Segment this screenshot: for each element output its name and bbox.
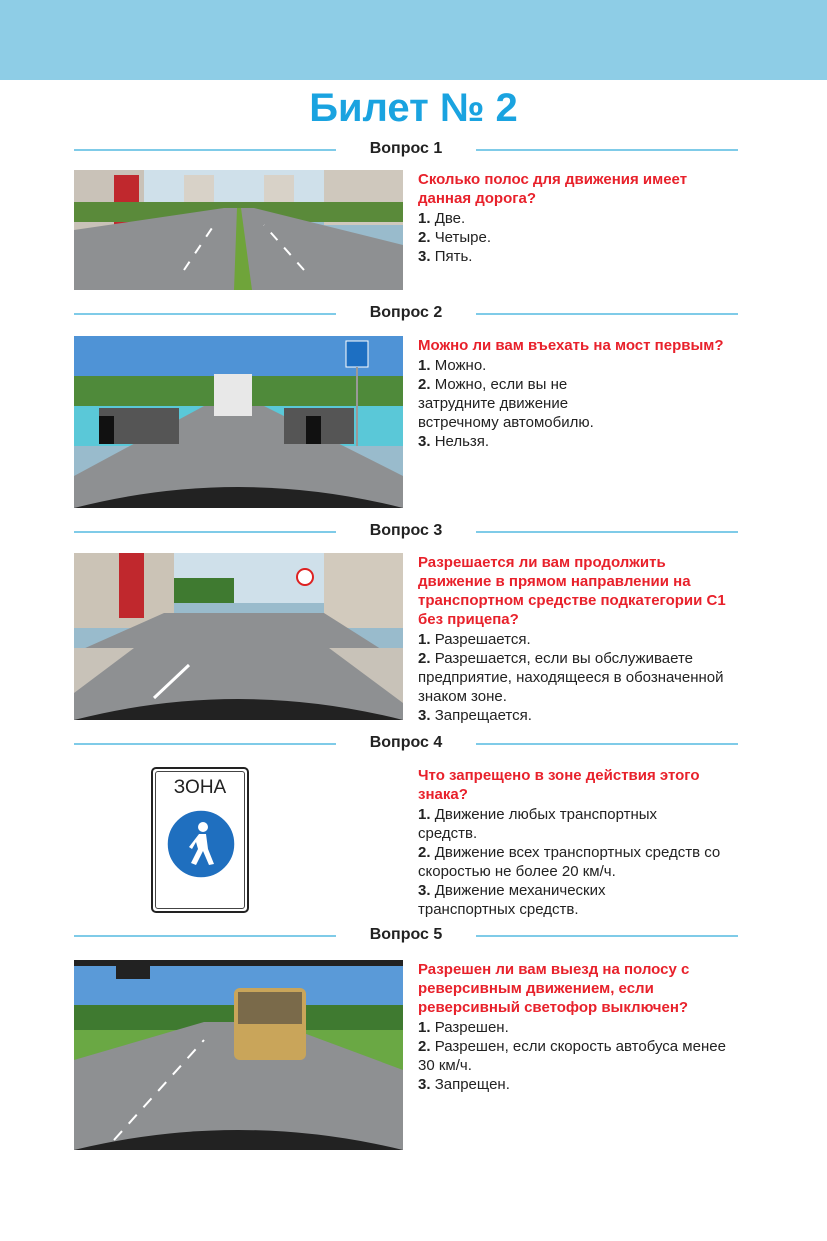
answer-text: Разрешается, если вы обслуживаете предприятие, находящееся в обозначенной знаком зоне.: [418, 650, 724, 705]
question-5-image: [74, 960, 403, 1150]
sign-text: ЗОНА: [173, 777, 227, 798]
answer-number: 1.: [418, 1019, 431, 1036]
pedestrian-icon: [166, 809, 236, 879]
question-text: Разрешается ли вам продолжить движение в прямом направлении на транспортном средстве подкатегории С1 без прицепа?: [418, 554, 726, 628]
answer-number: 1.: [418, 357, 431, 374]
answer-number: 1.: [418, 210, 431, 227]
answer-1: [418, 630, 738, 649]
answer-number: 3.: [418, 707, 431, 724]
question-text: Что запрещено в зоне действия этого знака?: [418, 767, 700, 803]
answer-2: [418, 649, 738, 706]
question-label: Вопрос 3: [369, 522, 443, 539]
answer-text: Можно, если вы не затрудните движение встречному автомобилю.: [418, 376, 594, 431]
answer-3: [418, 881, 658, 919]
answer-number: 3.: [418, 1076, 431, 1093]
answer-number: 3.: [418, 433, 431, 450]
question-3-header: [74, 522, 738, 542]
answer-1: [418, 209, 738, 228]
answer-1: [418, 1018, 738, 1037]
question-text: Можно ли вам въехать на мост первым?: [418, 337, 724, 354]
answer-1: [418, 356, 738, 375]
question-label: Вопрос 1: [369, 140, 443, 157]
question-4: [418, 766, 738, 919]
question-text: Разрешен ли вам выезд на полосу с реверсивным движением, если реверсивный светофор выключен?: [418, 961, 690, 1016]
question-label: Вопрос 4: [369, 734, 443, 751]
question-1-image: [74, 170, 403, 290]
question-label: Вопрос 2: [369, 304, 443, 321]
answer-text: Запрещается.: [434, 707, 532, 724]
answer-text: Движение всех транспортных средств со скоростью не более 20 км/ч.: [418, 844, 721, 880]
question-5: [418, 960, 738, 1094]
answer-text: Пять.: [434, 248, 473, 265]
answer-2: [418, 1037, 728, 1075]
answer-1: [418, 805, 708, 843]
answer-2: [418, 228, 738, 247]
answer-number: 2.: [418, 229, 431, 246]
answer-number: 3.: [418, 248, 431, 265]
answer-number: 2.: [418, 1038, 431, 1055]
answer-text: Две.: [434, 210, 466, 227]
question-4-header: [74, 734, 738, 754]
answer-number: 1.: [418, 631, 431, 648]
question-1: [418, 170, 738, 266]
answer-2: [418, 843, 740, 881]
question-text: Сколько полос для движения имеет данная дорога?: [418, 171, 688, 207]
answer-number: 3.: [418, 882, 431, 899]
answer-text: Разрешен.: [434, 1019, 509, 1036]
page-title: Билет № 2: [309, 86, 518, 130]
answer-number: 2.: [418, 376, 431, 393]
question-2-header: [74, 304, 738, 324]
question-1-header: [74, 140, 738, 160]
answer-number: 2.: [418, 844, 431, 861]
answer-text: Движение любых транспортных средств.: [418, 806, 658, 842]
answer-text: Движение механических транспортных средств.: [418, 882, 606, 918]
answer-number: 1.: [418, 806, 431, 823]
answer-3: [418, 706, 738, 725]
answer-3: [418, 247, 738, 266]
question-5-header: [74, 926, 738, 946]
answer-number: 2.: [418, 650, 431, 667]
answer-text: Четыре.: [434, 229, 492, 246]
answer-text: Запрещен.: [434, 1076, 510, 1093]
question-3-image: [74, 553, 403, 720]
answer-3: [418, 432, 738, 451]
question-3: [418, 553, 738, 725]
pedestrian-zone-sign: [151, 767, 249, 913]
question-label: Вопрос 5: [369, 926, 443, 943]
answer-2: [418, 375, 628, 432]
question-2-image: [74, 336, 403, 508]
answer-text: Разрешается.: [434, 631, 531, 648]
answer-text: Разрешен, если скорость автобуса менее 30 км/ч.: [418, 1038, 726, 1074]
answer-text: Можно.: [434, 357, 487, 374]
question-2: [418, 336, 738, 451]
answer-text: Нельзя.: [434, 433, 490, 450]
header-band: [0, 0, 827, 80]
answer-3: [418, 1075, 738, 1094]
